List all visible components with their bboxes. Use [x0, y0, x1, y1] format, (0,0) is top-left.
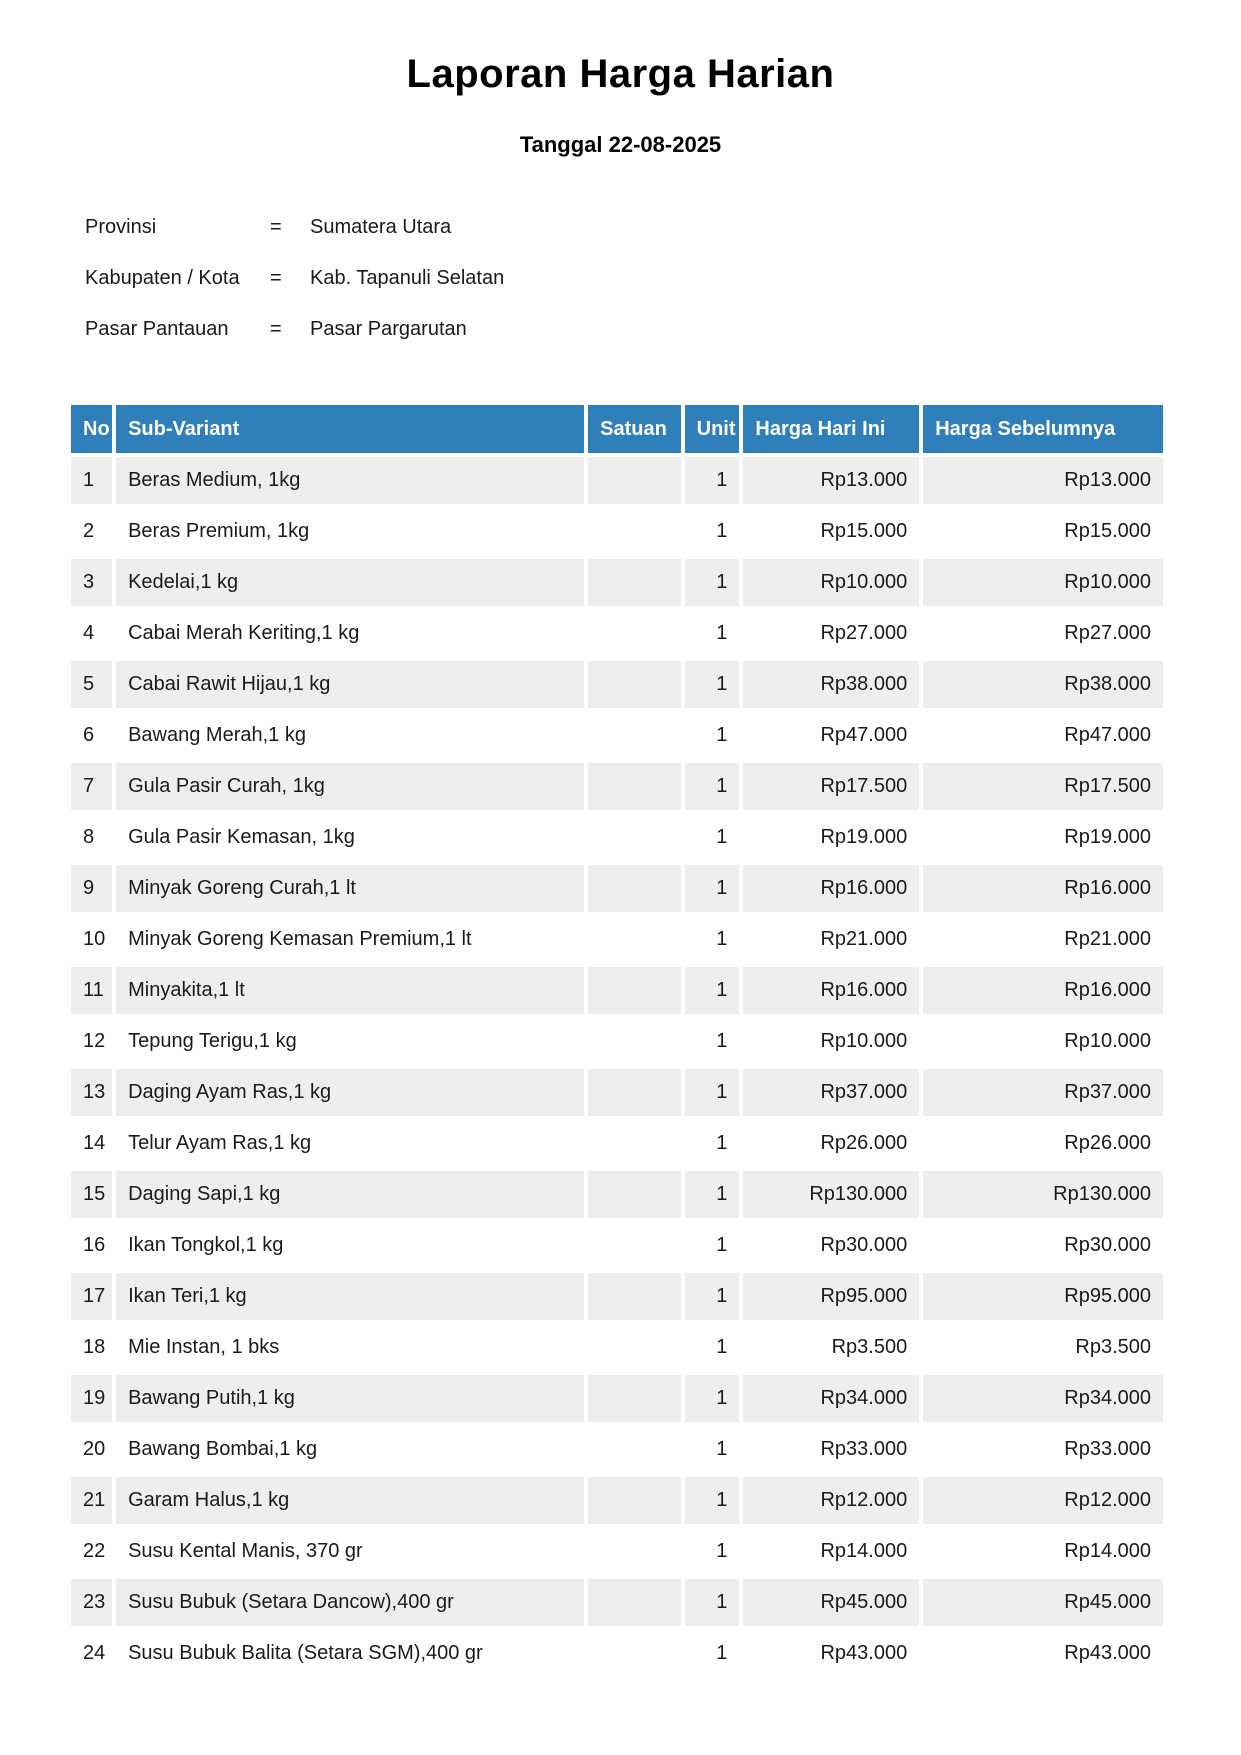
cell-harga-hari-ini: Rp13.000 [743, 457, 919, 504]
cell-sub-variant: Gula Pasir Kemasan, 1kg [116, 814, 584, 861]
cell-harga-hari-ini: Rp33.000 [743, 1426, 919, 1473]
cell-satuan [588, 916, 680, 963]
table-row [71, 865, 1163, 912]
cell-satuan [588, 967, 680, 1014]
cell-harga-hari-ini: Rp16.000 [743, 967, 919, 1014]
cell-unit: 1 [685, 1324, 740, 1371]
cell-unit: 1 [685, 1426, 740, 1473]
cell-harga-hari-ini: Rp43.000 [743, 1630, 919, 1677]
cell-harga-hari-ini: Rp14.000 [743, 1528, 919, 1575]
cell-harga-hari-ini: Rp30.000 [743, 1222, 919, 1269]
cell-satuan [588, 1222, 680, 1269]
column-header-harga-sebelumnya: Harga Sebelumnya [923, 405, 1163, 453]
cell-unit: 1 [685, 457, 740, 504]
table-row [71, 457, 1163, 504]
table-row [71, 1630, 1163, 1677]
cell-sub-variant: Susu Bubuk Balita (Setara SGM),400 gr [116, 1630, 584, 1677]
table-row [71, 661, 1163, 708]
cell-no: 16 [71, 1222, 112, 1269]
cell-no: 3 [71, 559, 112, 606]
cell-harga-hari-ini: Rp47.000 [743, 712, 919, 759]
column-header-unit: Unit [685, 405, 740, 453]
cell-satuan [588, 1528, 680, 1575]
cell-unit: 1 [685, 1018, 740, 1065]
cell-satuan [588, 1324, 680, 1371]
cell-unit: 1 [685, 1171, 740, 1218]
cell-harga-sebelumnya: Rp43.000 [923, 1630, 1163, 1677]
cell-unit: 1 [685, 1273, 740, 1320]
cell-unit: 1 [685, 763, 740, 810]
cell-harga-sebelumnya: Rp21.000 [923, 916, 1163, 963]
cell-no: 23 [71, 1579, 112, 1626]
table-row [71, 1324, 1163, 1371]
cell-sub-variant: Minyak Goreng Curah,1 lt [116, 865, 584, 912]
cell-harga-sebelumnya: Rp19.000 [923, 814, 1163, 861]
cell-sub-variant: Garam Halus,1 kg [116, 1477, 584, 1524]
cell-harga-hari-ini: Rp130.000 [743, 1171, 919, 1218]
cell-harga-sebelumnya: Rp95.000 [923, 1273, 1163, 1320]
cell-harga-sebelumnya: Rp14.000 [923, 1528, 1163, 1575]
cell-sub-variant: Beras Medium, 1kg [116, 457, 584, 504]
cell-sub-variant: Bawang Bombai,1 kg [116, 1426, 584, 1473]
cell-harga-sebelumnya: Rp37.000 [923, 1069, 1163, 1116]
cell-satuan [588, 814, 680, 861]
cell-satuan [588, 1375, 680, 1422]
info-value: Pasar Pargarutan [310, 318, 467, 340]
cell-satuan [588, 610, 680, 657]
cell-sub-variant: Kedelai,1 kg [116, 559, 584, 606]
cell-harga-sebelumnya: Rp30.000 [923, 1222, 1163, 1269]
table-row [71, 1069, 1163, 1116]
cell-unit: 1 [685, 865, 740, 912]
table-row [71, 1477, 1163, 1524]
cell-sub-variant: Telur Ayam Ras,1 kg [116, 1120, 584, 1167]
cell-unit: 1 [685, 1528, 740, 1575]
info-equals: = [270, 216, 282, 238]
cell-unit: 1 [685, 1579, 740, 1626]
cell-harga-hari-ini: Rp17.500 [743, 763, 919, 810]
cell-harga-hari-ini: Rp19.000 [743, 814, 919, 861]
cell-unit: 1 [685, 1375, 740, 1422]
table-row [71, 1375, 1163, 1422]
cell-unit: 1 [685, 814, 740, 861]
cell-no: 10 [71, 916, 112, 963]
cell-harga-hari-ini: Rp38.000 [743, 661, 919, 708]
info-value: Kab. Tapanuli Selatan [310, 267, 505, 289]
info-row-provinsi [85, 216, 710, 267]
cell-unit: 1 [685, 967, 740, 1014]
cell-no: 17 [71, 1273, 112, 1320]
cell-harga-hari-ini: Rp10.000 [743, 1018, 919, 1065]
cell-no: 7 [71, 763, 112, 810]
cell-unit: 1 [685, 712, 740, 759]
cell-satuan [588, 1069, 680, 1116]
cell-harga-hari-ini: Rp16.000 [743, 865, 919, 912]
cell-satuan [588, 763, 680, 810]
cell-no: 1 [71, 457, 112, 504]
cell-sub-variant: Minyakita,1 lt [116, 967, 584, 1014]
cell-harga-sebelumnya: Rp45.000 [923, 1579, 1163, 1626]
table-row [71, 814, 1163, 861]
cell-harga-hari-ini: Rp3.500 [743, 1324, 919, 1371]
cell-satuan [588, 661, 680, 708]
info-row-pasar [85, 318, 710, 369]
cell-satuan [588, 1018, 680, 1065]
table-row [71, 1528, 1163, 1575]
cell-no: 14 [71, 1120, 112, 1167]
cell-harga-sebelumnya: Rp3.500 [923, 1324, 1163, 1371]
cell-no: 4 [71, 610, 112, 657]
cell-harga-hari-ini: Rp12.000 [743, 1477, 919, 1524]
cell-unit: 1 [685, 1477, 740, 1524]
cell-sub-variant: Tepung Terigu,1 kg [116, 1018, 584, 1065]
table-row [71, 967, 1163, 1014]
cell-sub-variant: Susu Bubuk (Setara Dancow),400 gr [116, 1579, 584, 1626]
cell-harga-sebelumnya: Rp12.000 [923, 1477, 1163, 1524]
cell-no: 5 [71, 661, 112, 708]
table-row [71, 1222, 1163, 1269]
cell-sub-variant: Bawang Putih,1 kg [116, 1375, 584, 1422]
table-row [71, 1579, 1163, 1626]
table-header-row [71, 405, 1163, 453]
cell-no: 2 [71, 508, 112, 555]
cell-no: 22 [71, 1528, 112, 1575]
info-value: Sumatera Utara [310, 216, 452, 238]
info-label: Provinsi [85, 216, 157, 238]
table-row [71, 712, 1163, 759]
cell-no: 11 [71, 967, 112, 1014]
cell-harga-sebelumnya: Rp13.000 [923, 457, 1163, 504]
cell-unit: 1 [685, 1120, 740, 1167]
cell-sub-variant: Susu Kental Manis, 370 gr [116, 1528, 584, 1575]
cell-sub-variant: Ikan Teri,1 kg [116, 1273, 584, 1320]
table-row [71, 1426, 1163, 1473]
table-row [71, 559, 1163, 606]
cell-satuan [588, 1426, 680, 1473]
cell-unit: 1 [685, 559, 740, 606]
cell-no: 8 [71, 814, 112, 861]
cell-satuan [588, 457, 680, 504]
page-title: Laporan Harga Harian [406, 52, 835, 96]
cell-harga-sebelumnya: Rp33.000 [923, 1426, 1163, 1473]
table-row [71, 1018, 1163, 1065]
table-row [71, 1120, 1163, 1167]
cell-sub-variant: Ikan Tongkol,1 kg [116, 1222, 584, 1269]
cell-sub-variant: Daging Ayam Ras,1 kg [116, 1069, 584, 1116]
info-equals: = [270, 267, 282, 289]
cell-no: 21 [71, 1477, 112, 1524]
table-row [71, 916, 1163, 963]
cell-harga-hari-ini: Rp34.000 [743, 1375, 919, 1422]
cell-no: 9 [71, 865, 112, 912]
info-label: Pasar Pantauan [85, 318, 229, 340]
cell-no: 13 [71, 1069, 112, 1116]
info-row-kabupaten [85, 267, 710, 318]
cell-satuan [588, 1630, 680, 1677]
cell-satuan [588, 508, 680, 555]
column-header-sub-variant: Sub-Variant [116, 405, 584, 453]
cell-harga-hari-ini: Rp45.000 [743, 1579, 919, 1626]
cell-harga-sebelumnya: Rp16.000 [923, 865, 1163, 912]
cell-harga-sebelumnya: Rp10.000 [923, 559, 1163, 606]
cell-sub-variant: Beras Premium, 1kg [116, 508, 584, 555]
cell-harga-hari-ini: Rp15.000 [743, 508, 919, 555]
cell-harga-hari-ini: Rp10.000 [743, 559, 919, 606]
cell-sub-variant: Gula Pasir Curah, 1kg [116, 763, 584, 810]
cell-sub-variant: Daging Sapi,1 kg [116, 1171, 584, 1218]
cell-harga-sebelumnya: Rp15.000 [923, 508, 1163, 555]
cell-satuan [588, 1120, 680, 1167]
cell-satuan [588, 712, 680, 759]
cell-harga-sebelumnya: Rp17.500 [923, 763, 1163, 810]
page-subtitle: Tanggal 22-08-2025 [519, 132, 722, 157]
cell-harga-sebelumnya: Rp27.000 [923, 610, 1163, 657]
info-label: Kabupaten / Kota [85, 267, 240, 289]
cell-harga-sebelumnya: Rp130.000 [923, 1171, 1163, 1218]
cell-harga-sebelumnya: Rp38.000 [923, 661, 1163, 708]
price-table [67, 401, 1167, 1681]
table-row [71, 1171, 1163, 1218]
cell-satuan [588, 865, 680, 912]
cell-sub-variant: Minyak Goreng Kemasan Premium,1 lt [116, 916, 584, 963]
table-body [71, 457, 1163, 1677]
cell-harga-hari-ini: Rp37.000 [743, 1069, 919, 1116]
cell-satuan [588, 1579, 680, 1626]
cell-sub-variant: Mie Instan, 1 bks [116, 1324, 584, 1371]
column-header-harga-hari-ini: Harga Hari Ini [743, 405, 919, 453]
cell-satuan [588, 1171, 680, 1218]
cell-satuan [588, 1477, 680, 1524]
cell-unit: 1 [685, 610, 740, 657]
cell-unit: 1 [685, 1222, 740, 1269]
table-row [71, 1273, 1163, 1320]
cell-harga-sebelumnya: Rp34.000 [923, 1375, 1163, 1422]
cell-harga-hari-ini: Rp26.000 [743, 1120, 919, 1167]
cell-satuan [588, 1273, 680, 1320]
table-row [71, 508, 1163, 555]
cell-harga-sebelumnya: Rp16.000 [923, 967, 1163, 1014]
cell-harga-hari-ini: Rp21.000 [743, 916, 919, 963]
cell-sub-variant: Cabai Rawit Hijau,1 kg [116, 661, 584, 708]
cell-no: 24 [71, 1630, 112, 1677]
info-equals: = [270, 318, 282, 340]
cell-unit: 1 [685, 508, 740, 555]
cell-unit: 1 [685, 661, 740, 708]
cell-harga-hari-ini: Rp27.000 [743, 610, 919, 657]
cell-no: 6 [71, 712, 112, 759]
cell-harga-sebelumnya: Rp26.000 [923, 1120, 1163, 1167]
cell-no: 12 [71, 1018, 112, 1065]
cell-sub-variant: Cabai Merah Keriting,1 kg [116, 610, 584, 657]
cell-harga-sebelumnya: Rp47.000 [923, 712, 1163, 759]
cell-harga-sebelumnya: Rp10.000 [923, 1018, 1163, 1065]
cell-unit: 1 [685, 1069, 740, 1116]
cell-no: 19 [71, 1375, 112, 1422]
cell-unit: 1 [685, 916, 740, 963]
cell-sub-variant: Bawang Merah,1 kg [116, 712, 584, 759]
table-row [71, 763, 1163, 810]
cell-satuan [588, 559, 680, 606]
cell-no: 20 [71, 1426, 112, 1473]
cell-harga-hari-ini: Rp95.000 [743, 1273, 919, 1320]
info-block [85, 216, 710, 369]
cell-no: 15 [71, 1171, 112, 1218]
cell-no: 18 [71, 1324, 112, 1371]
table-row [71, 610, 1163, 657]
column-header-satuan: Satuan [588, 405, 680, 453]
cell-unit: 1 [685, 1630, 740, 1677]
column-header-no: No [71, 405, 112, 453]
